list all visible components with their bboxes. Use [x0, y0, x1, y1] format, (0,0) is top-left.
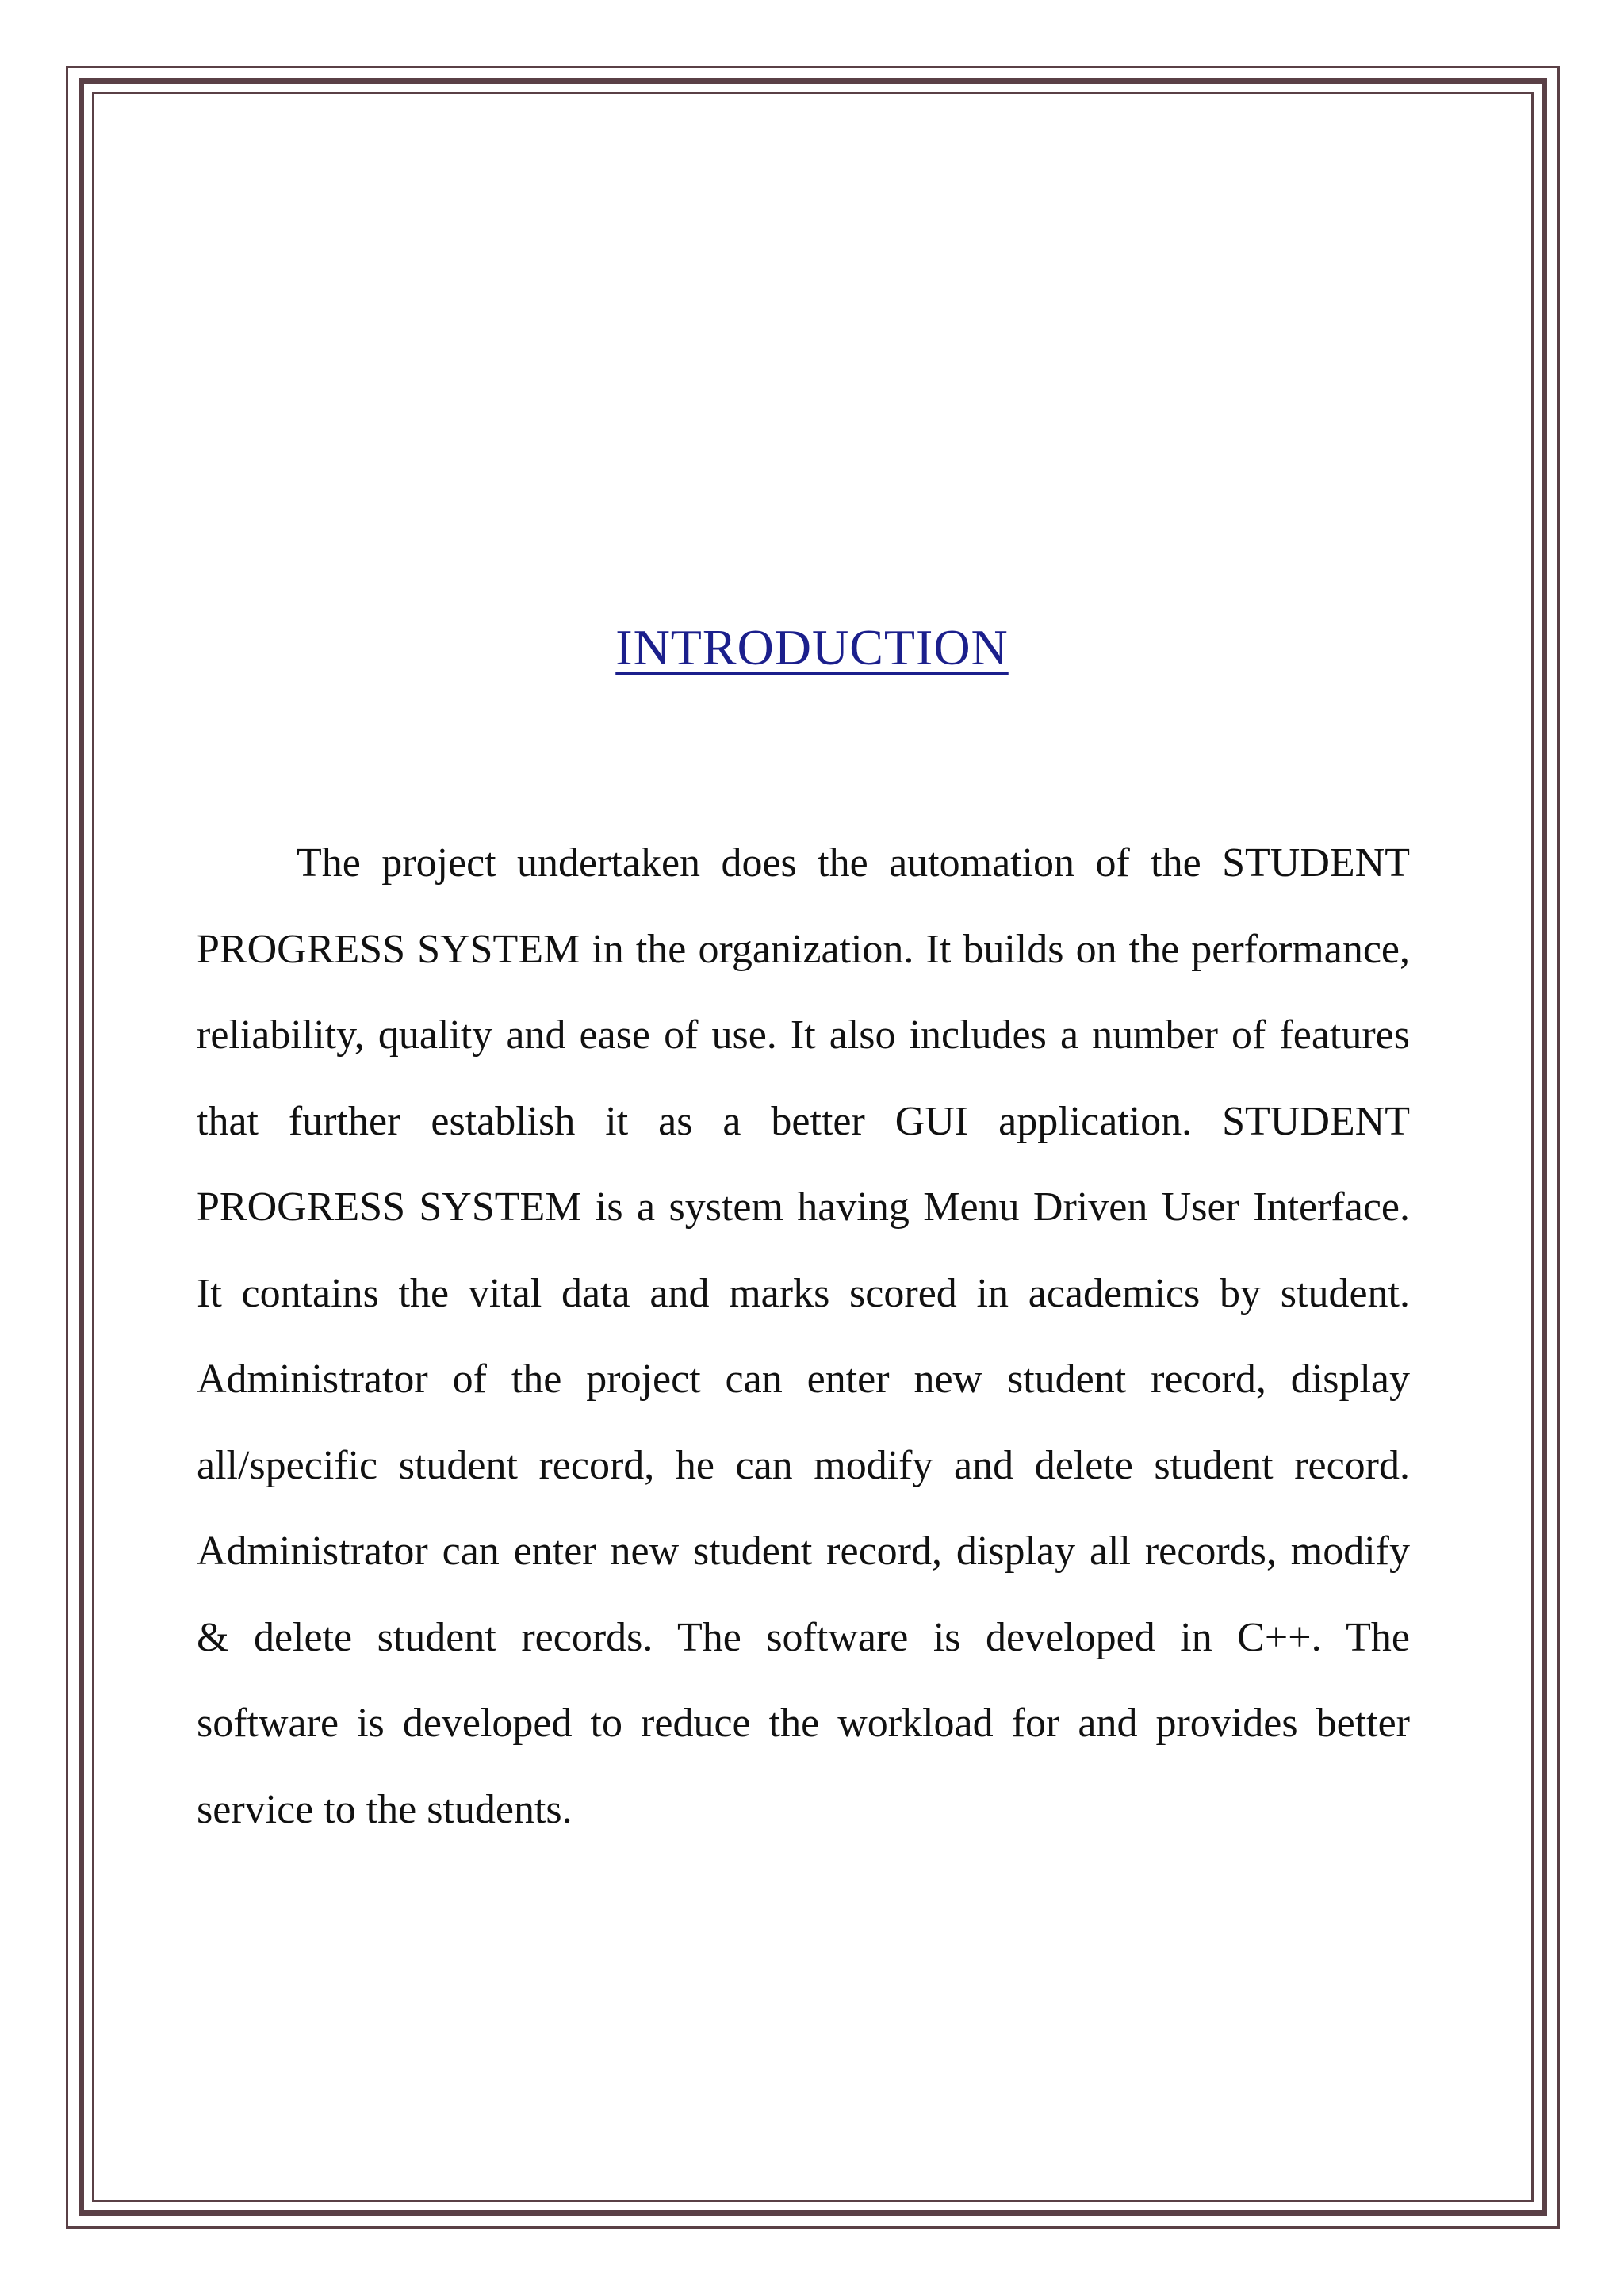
introduction-paragraph: The project undertaken does the automation of the STUDENT PROGRESS SYSTEM in the organization. It builds on the performance, reliability, quality and ease of use. It also includes a number of features that further establish it as a better GUI application. STUDENT PROGRESS SYSTEM is a system having Menu Driven User Interface. It contains the vital data and marks scored in academics by student. Administrator of the project can enter new student record, display all/specific student record, he can modify and delete student record. Administrator can enter new student record, display all records, modify & delete student records. The software is developed in C++. The software is developed to reduce the workload for and provides better service to the students. [197, 840, 1410, 1832]
page-title: INTRODUCTION [615, 619, 1009, 675]
